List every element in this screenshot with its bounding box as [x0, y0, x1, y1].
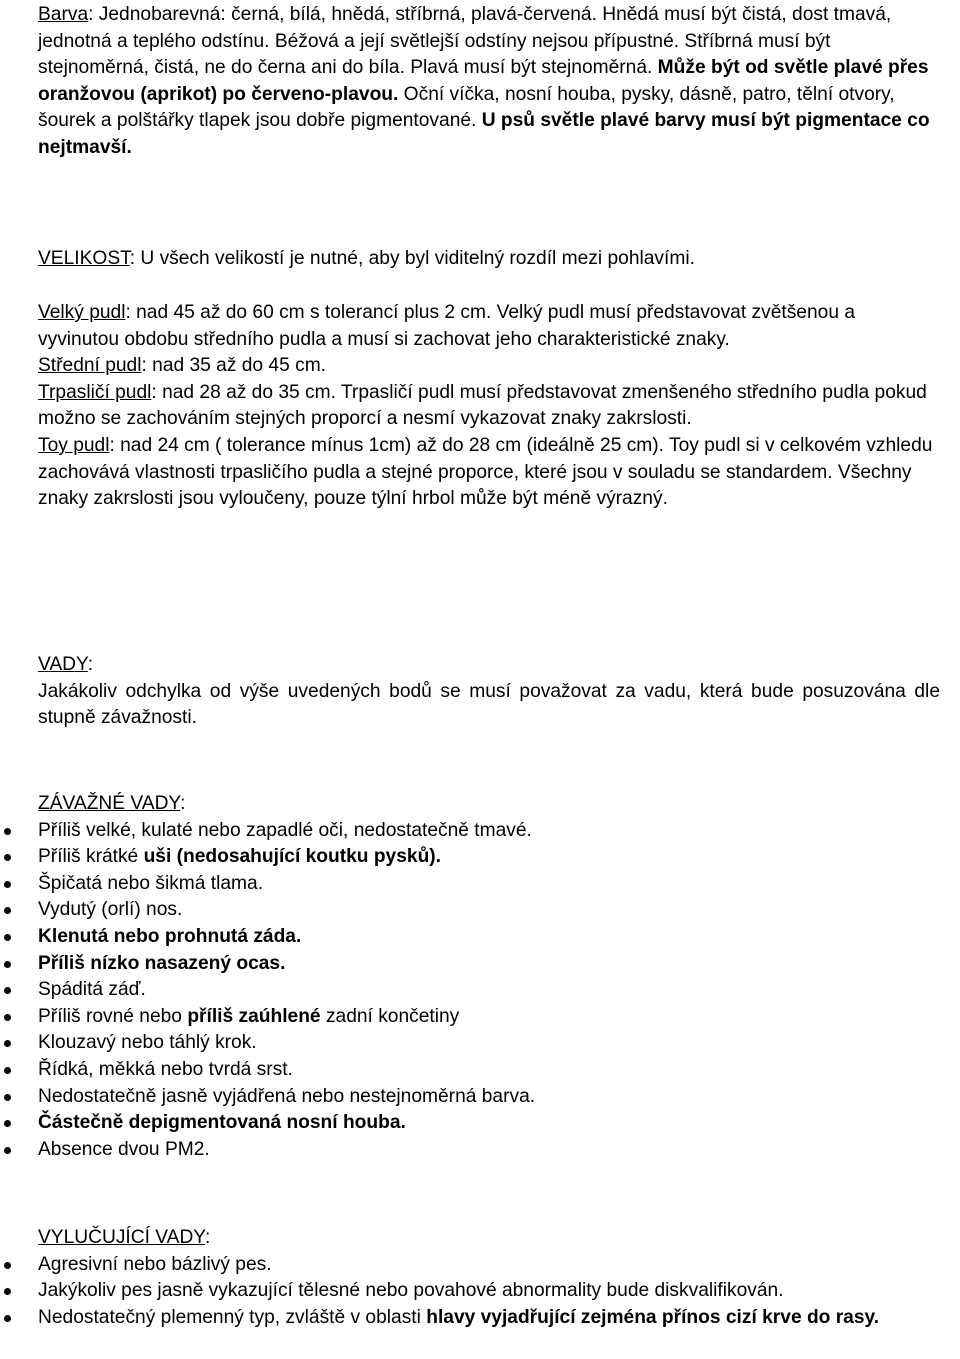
bullet-icon [4, 1315, 11, 1322]
list-item-bold: Příliš nízko nasazený ocas. [38, 952, 286, 974]
list-item [38, 1057, 940, 1084]
list-item-pre: Klouzavý nebo táhlý krok. [38, 1032, 257, 1054]
barva-label: Barva [38, 4, 89, 25]
vylucujici-vady-list [38, 1252, 940, 1332]
toy-pudl-paragraph [38, 433, 940, 513]
list-item-pre: Příliš krátké [38, 846, 144, 868]
bullet-icon [4, 1094, 11, 1101]
list-item [38, 818, 940, 845]
barva-bold-1: Může být od světle plavé přes oranžovou (aprikot) po červeno-plavou. [38, 57, 929, 105]
list-item-pre: Vydutý (orlí) nos. [38, 899, 183, 921]
list-item-bold: Částečně depigmentovaná nosní houba. [38, 1112, 406, 1134]
list-item-pre: Příliš velké, kulaté nebo zapadlé oči, nedostatečně tmavé. [38, 819, 532, 841]
bullet-icon [4, 828, 11, 835]
list-item-bold: příliš zaúhlené [187, 1005, 321, 1027]
vady-text: Jakákoliv odchylka od výše uvedených bodů se musí považovat za vadu, která bude posuzována dle stupně závažnosti. [38, 680, 940, 729]
list-item [38, 897, 940, 924]
list-item [38, 844, 940, 871]
bullet-icon [4, 1067, 11, 1074]
trpaslici-pudl-label: Trpasličí pudl [38, 381, 152, 403]
list-item [38, 1110, 940, 1137]
bullet-icon [4, 854, 11, 861]
velky-pudl-text: : nad 45 až do 60 cm s tolerancí plus 2 cm. Velký pudl musí představovat zvětšenou a vyvinutou obdobu středního pudla a musí si zachovat jeho charakteristické znaky. [38, 302, 855, 350]
list-item [38, 1004, 940, 1031]
list-item-pre: Řídká, měkká nebo tvrdá srst. [38, 1058, 293, 1080]
bullet-icon [4, 1147, 11, 1154]
vady-label: VADY [38, 654, 88, 675]
list-item [38, 1252, 940, 1279]
barva-text-1: : Jednobarevná: černá, bílá, hnědá, stříbrná, plavá-červená. Hnědá musí být čistá, dost tmavá, jednotná a teplého odstínu. Béžová a její světlejší odstíny nejsou přípustné. Stříbrná musí být stejnoměrná, čistá, ne do černa ani do bíla. Plavá musí být stejnoměrná. [38, 4, 892, 79]
list-item-pre: Jakýkoliv pes jasně vykazující tělesné nebo povahové abnormality bude diskvalifikován. [38, 1280, 784, 1302]
list-item [38, 1084, 940, 1111]
zavazne-vady-label: ZÁVAŽNÉ VADY [38, 793, 181, 814]
trpaslici-pudl-paragraph [38, 380, 940, 433]
bullet-icon [4, 987, 11, 994]
velikost-paragraph [38, 246, 940, 273]
list-item [38, 951, 940, 978]
vylucujici-vady-section [38, 1225, 940, 1331]
list-item-bold: hlavy vyjadřující zejména přínos cizí krve do rasy. [426, 1306, 880, 1328]
velikost-label: VELIKOST [38, 248, 130, 269]
list-item-post: zadní končetiny [320, 1005, 460, 1027]
list-item-pre: Špičatá nebo šikmá tlama. [38, 872, 264, 894]
list-item-pre: Absence dvou PM2. [38, 1138, 210, 1160]
list-item-pre: Nedostatečně jasně vyjádřená nebo nestejnoměrná barva. [38, 1085, 536, 1107]
vady-section [38, 652, 940, 732]
bullet-icon [4, 1014, 11, 1021]
sizes-section [38, 300, 940, 513]
list-item [38, 871, 940, 898]
bullet-icon [4, 881, 11, 888]
velikost-text: : U všech velikostí je nutné, aby byl viditelný rozdíl mezi pohlavími. [129, 248, 695, 269]
list-item [38, 1137, 940, 1164]
bullet-icon [4, 1120, 11, 1127]
zavazne-vady-list [38, 818, 940, 1164]
bullet-icon [4, 1040, 11, 1047]
list-item-bold: Klenutá nebo prohnutá záda. [38, 925, 302, 947]
list-item [38, 1305, 940, 1332]
stredni-pudl-label: Střední pudl [38, 355, 142, 377]
vylucujici-vady-heading [38, 1225, 940, 1252]
bullet-icon [4, 1288, 11, 1295]
vady-colon: : [87, 654, 94, 675]
zavazne-vady-heading [38, 791, 940, 818]
toy-pudl-label: Toy pudl [38, 434, 110, 456]
bullet-icon [4, 961, 11, 968]
bullet-icon [4, 934, 11, 941]
list-item-pre: Příliš rovné nebo [38, 1005, 188, 1027]
list-item [38, 924, 940, 951]
list-item-pre: Spáditá záď. [38, 979, 146, 1001]
barva-bold-2: U psů světle plavé barvy musí být pigmentace co nejtmavší. [38, 110, 930, 158]
stredni-pudl-text: : nad 35 až do 45 cm. [141, 355, 327, 377]
toy-pudl-text: : nad 24 cm ( tolerance mínus 1cm) až do 28 cm (ideálně 25 cm). Toy pudl si v celkovém vzhledu zachovává vlastnosti trpasličího pudla a stejné proporce, které jsou v souladu se standardem. Všechny znaky zakrslosti jsou vyloučeny, pouze týlní hrbol může být méně výrazný. [38, 434, 933, 510]
barva-text-2: Oční víčka, nosní houba, pysky, dásně, patro, tělní otvory, šourek a polštářky tlapek jsou dobře pigmentované. [38, 83, 895, 132]
list-item [38, 977, 940, 1004]
velky-pudl-label: Velký pudl [38, 302, 126, 323]
list-item [38, 1278, 940, 1305]
trpaslici-pudl-text: : nad 28 až do 35 cm. Trpasličí pudl musí představovat zmenšeného středního pudla pokud možno se zachováním stejných proporcí a nesmí vykazovat znaky zakrslosti. [38, 381, 927, 430]
vylucujici-vady-label: VYLUČUJÍCÍ VADY [38, 1227, 206, 1248]
zavazne-vady-section [38, 791, 940, 1163]
bullet-icon [4, 1262, 11, 1269]
list-item-pre: Nedostatečný plemenný typ, zvláště v oblasti [38, 1306, 427, 1328]
vylucujici-vady-colon: : [205, 1227, 211, 1248]
vady-heading [38, 652, 940, 679]
list-item-bold: uši (nedosahující koutku pysků). [143, 846, 442, 868]
list-item [38, 1030, 940, 1057]
velky-pudl-paragraph [38, 300, 940, 353]
list-item-pre: Agresivní nebo bázlivý pes. [38, 1253, 272, 1275]
bullet-icon [4, 907, 11, 914]
stredni-pudl-paragraph [38, 353, 940, 380]
barva-paragraph [38, 2, 940, 162]
zavazne-vady-colon: : [180, 793, 186, 814]
